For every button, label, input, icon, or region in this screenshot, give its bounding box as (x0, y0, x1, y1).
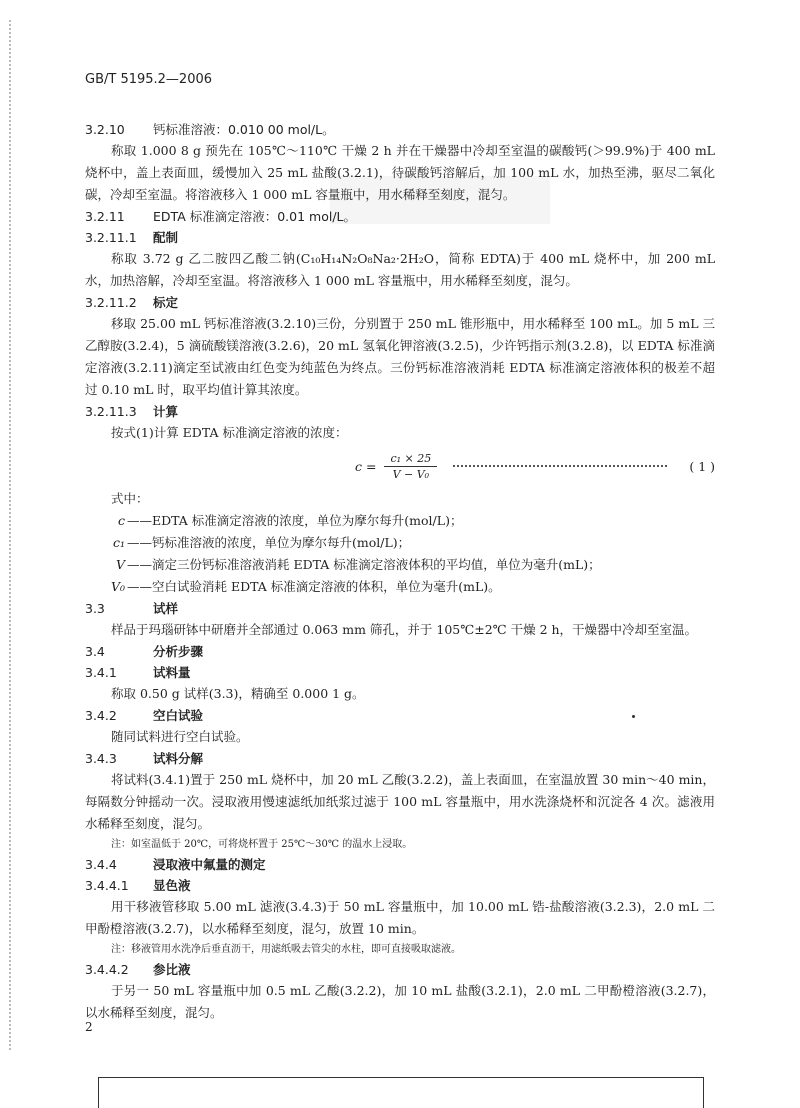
standard-number: GB/T 5195.2—2006 (85, 72, 213, 87)
section-3-2-10: 3.2.10 钙标准溶液：0.010 00 mol/L。 (85, 122, 335, 137)
paragraph: 样品于玛瑙研钵中研磨并全部通过 0.063 mm 筛孔，并于 105℃±2℃ 干燥 2 h，干燥器中冷却至室温。 (111, 622, 698, 637)
paragraph: 随同试料进行空白试验。 (111, 729, 249, 744)
definition-row: c₁ ——钙标准溶液的浓度，单位为摩尔每升(mol/L)； (85, 532, 715, 554)
page-content (85, 72, 715, 1024)
note: 注：移液管用水洗净后垂直沥干，用滤纸吸去管尖的水柱，即可直接吸取滤液。 (111, 944, 461, 955)
paragraph: 用干移液管移取 5.00 mL 滤液(3.4.3)于 50 mL 容量瓶中，加 10.00 mL 锆-盐酸溶液(3.2.3)，2.0 mL 二甲酚橙溶液(3.2.7)，以水稀释至刻度，混匀，放置 10 min。 (85, 899, 715, 936)
section-3-4: 3.4 分析步骤 (85, 644, 204, 659)
paragraph: 称取 3.72 g 乙二胺四乙酸二钠(C₁₀H₁₄N₂O₈Na₂·2H₂O，简称 EDTA)于 400 mL 烧杯中，加 200 mL 水，加热溶解，冷却至室温。将溶液移入 1 000 mL 容量瓶中，用水稀释至刻度，混匀。 (85, 251, 715, 288)
section-3-4-4-1: 3.4.4.1 显色液 (85, 878, 191, 893)
paragraph: 于另一 50 mL 容量瓶中加 0.5 mL 乙酸(3.2.2)，加 10 mL 盐酸(3.2.1)，2.0 mL 二甲酚橙溶液(3.2.7)，以水稀释至刻度，混匀。 (85, 983, 715, 1020)
formula-denominator: V − V₀ (392, 467, 430, 481)
paragraph: 移取 25.00 mL 钙标准溶液(3.2.10)三份，分别置于 250 mL 锥形瓶中，用水稀释至 100 mL。加 5 mL 三乙醇胺(3.2.4)，5 滴硫酸镁溶液(3.2.6)，20 mL 氢氧化钾溶液(3.2.5)，少许钙指示剂(3.2.8)，以 EDTA 标准滴定溶液(3.2.11)滴定至试液由红色变为纯蓝色为终点。三份钙标准溶液消耗 EDTA 标准滴定溶液体积的极差不超过 0.10 mL 时，取平均值计算其浓度。 (85, 316, 715, 397)
section-3-2-11-1: 3.2.11.1 配制 (85, 230, 179, 245)
formula-lhs: c = (355, 458, 377, 474)
paragraph: 将试料(3.4.1)置于 250 mL 烧杯中，加 20 mL 乙酸(3.2.2)，盖上表面皿，在室温放置 30 min～40 min，每隔数分钟摇动一次。浸取液用慢速滤纸加纸浆过滤于 100 mL 容量瓶中，用水洗涤烧杯和沉淀各 4 次。滤液用水稀释至刻度，混匀。 (85, 772, 715, 831)
paragraph: 按式(1)计算 EDTA 标准滴定溶液的浓度： (111, 425, 348, 440)
section-3-4-2: 3.4.2 空白试验 (85, 708, 204, 723)
page-number: 2 (85, 1020, 93, 1034)
section-3-2-11: 3.2.11 EDTA 标准滴定溶液：0.01 mol/L。 (85, 209, 356, 224)
formula-fraction (384, 452, 437, 481)
section-3-2-11-2: 3.2.11.2 标定 (85, 295, 179, 310)
binding-dots (9, 20, 11, 1050)
symbol: V₀ (110, 579, 125, 594)
symbol: c₁ (112, 535, 125, 550)
section-3-4-4: 3.4.4 浸取液中氟量的测定 (85, 857, 266, 872)
paragraph: 称取 0.50 g 试样(3.3)，精确至 0.000 1 g。 (111, 686, 365, 701)
formula-leader (453, 465, 667, 467)
definition-row: V₀ ——空白试验消耗 EDTA 标准滴定溶液的体积，单位为毫升(mL)。 (85, 576, 715, 598)
formula (85, 444, 715, 488)
formula-numerator: c₁ × 25 (384, 452, 437, 467)
section-3-4-3: 3.4.3 试料分解 (85, 751, 204, 766)
where-label: 式中： (111, 491, 149, 506)
bottom-frame (98, 1077, 704, 1108)
symbol: V (115, 557, 125, 572)
definition-row: c ——EDTA 标准滴定溶液的浓度，单位为摩尔每升(mol/L)； (85, 510, 715, 532)
formula-number: ( 1 ) (689, 458, 715, 474)
symbol: c (117, 513, 125, 528)
section-3-4-1: 3.4.1 试料量 (85, 665, 191, 680)
definition-row: V ——滴定三份钙标准溶液消耗 EDTA 标准滴定溶液体积的平均值，单位为毫升(mL)； (85, 554, 715, 576)
section-3-3: 3.3 试样 (85, 601, 179, 616)
paragraph: 称取 1.000 8 g 预先在 105℃～110℃ 干燥 2 h 并在干燥器中冷却至室温的碳酸钙(＞99.9%)于 400 mL 烧杯中，盖上表面皿，缓慢加入 25 mL 盐酸(3.2.1)，待碳酸钙溶解后，加 100 mL 水，加热至沸，驱尽二氧化碳，冷却至室温。将溶液移入 1 000 mL 容量瓶中，用水稀释至刻度，混匀。 (85, 143, 715, 202)
section-3-4-4-2: 3.4.4.2 参比液 (85, 962, 191, 977)
speck (632, 715, 635, 718)
note: 注：如室温低于 20℃，可将烧杯置于 25℃～30℃ 的温水上浸取。 (111, 839, 413, 850)
section-3-2-11-3: 3.2.11.3 计算 (85, 404, 179, 419)
